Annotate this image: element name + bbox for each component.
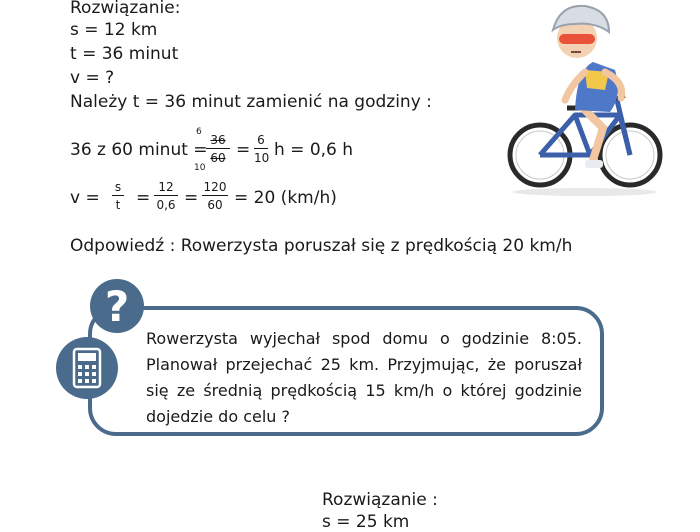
fraction-denominator: 60: [202, 195, 228, 211]
fraction-numerator: s: [114, 180, 122, 194]
answer-text: Odpowiedź : Rowerzysta poruszał się z prędkością 20 km/h: [70, 236, 573, 256]
fraction-120-60: [202, 181, 228, 211]
velocity-lead: v =: [70, 188, 100, 208]
conversion-lead: 36 z 60 minut =: [70, 140, 208, 160]
fraction-numerator: 120: [203, 180, 227, 194]
cyclist-illustration: [505, 0, 665, 200]
equals-sign: =: [136, 188, 151, 208]
solution-heading: Rozwiązanie:: [70, 0, 181, 18]
fraction-numerator: 36: [210, 133, 226, 147]
unknown-velocity: v = ?: [70, 68, 115, 88]
fraction-denominator: t: [112, 195, 124, 211]
solution2-heading: Rozwiązanie :: [322, 490, 438, 510]
conversion-note: Należy t = 36 minut zamienić na godziny :: [70, 92, 432, 112]
reduced-denominator: 10: [194, 163, 206, 173]
fraction-12-06: [154, 181, 178, 211]
solution2-partial: s = 25 km: [322, 512, 410, 532]
fraction-numerator: 6: [257, 133, 265, 147]
equals-sign: =: [236, 140, 251, 160]
fraction-6-10: [254, 134, 268, 164]
fraction-denominator: 10: [254, 148, 268, 164]
velocity-result: = 20 (km/h): [234, 188, 337, 208]
fraction-s-t: [112, 181, 124, 211]
given-time: t = 36 minut: [70, 44, 179, 64]
calculator-icon: [56, 337, 118, 399]
fraction-36-60: [206, 134, 230, 164]
fraction-denominator: 60: [206, 148, 230, 164]
reduced-numerator: 6: [196, 127, 202, 137]
conversion-result: h = 0,6 h: [274, 140, 354, 160]
task-text: Rowerzysta wyjechał spod domu o godzinie 8:05. Planował przejechać 25 km. Przyjmując, że poruszał się ze średnią prędkością 15 km/h o której godzinie dojedzie do celu ?: [146, 329, 582, 426]
fraction-denominator: 0,6: [154, 195, 178, 211]
equals-sign: =: [184, 188, 199, 208]
given-distance: s = 12 km: [70, 20, 158, 40]
fraction-numerator: 12: [158, 180, 174, 194]
question-mark-icon: ?: [90, 279, 144, 333]
